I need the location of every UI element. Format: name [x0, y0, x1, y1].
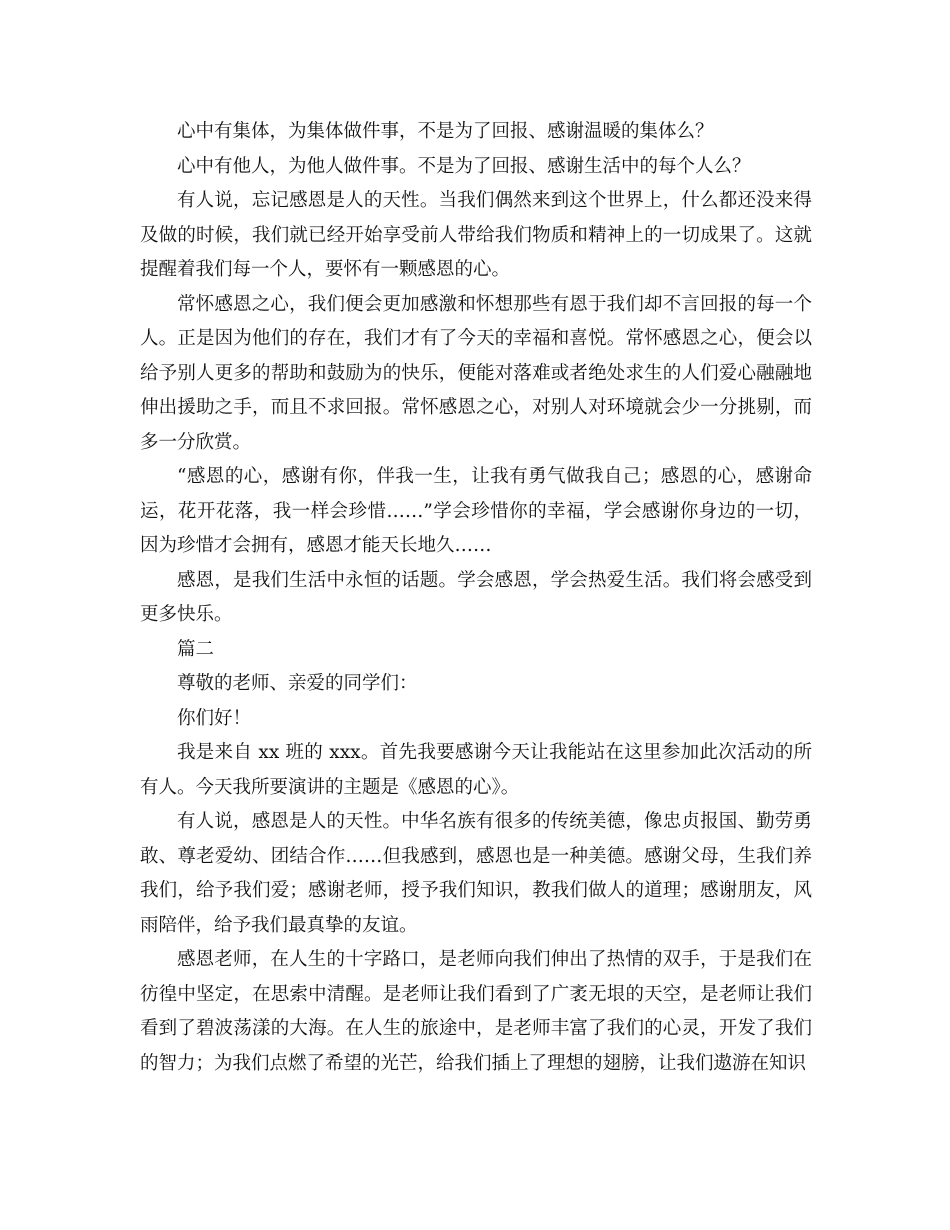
paragraph-others: 心中有他人，为他人做件事。不是为了回报、感谢生活中的每个人么？: [177, 155, 751, 177]
document-page: [140, 115, 812, 1081]
paragraph-virtue: 有人说，感恩是人的天性。中华名族有很多的传统美德，像忠贞报国、勤劳勇敢、尊老爱幼、团结合作……但我感到，感恩也是一种美德。感谢父母，生我们养我们，给予我们爱；感谢老师，授予我们知识，教我们做人的道理；感谢朋友，风雨陪伴，给予我们最真挚的友谊。: [140, 811, 812, 936]
paragraph-introduction: 我是来自 xx 班的 xxx。首先我要感谢今天让我能站在这里参加此次活动的所有人。今天我所要演讲的主题是《感恩的心》。: [140, 742, 812, 798]
paragraph-grateful-heart: 常怀感恩之心，我们便会更加感激和怀想那些有恩于我们却不言回报的每一个人。正是因为他们的存在，我们才有了今天的幸福和喜悦。常怀感恩之心，便会以给予别人更多的帮助和鼓励为的快乐，便能对落难或者绝处求生的人们爱心融融地伸出援助之手，而且不求回报。常怀感恩之心，对别人对环境就会少一分挑剔，而多一分欣赏。: [140, 293, 812, 453]
paragraph-teachers: 感恩老师，在人生的十字路口，是老师向我们伸出了热情的双手，于是我们在彷徨中坚定，在思索中清醒。是老师让我们看到了广袤无垠的天空，是老师让我们看到了碧波荡漾的大海。在人生的旅途中，是老师丰富了我们的心灵，开发了我们的智力；为我们点燃了希望的光芒，给我们插上了理想的翅膀，让我们遨游在知识: [140, 949, 812, 1074]
salutation: 尊敬的老师、亲爱的同学们：: [177, 673, 418, 694]
greeting: 你们好！: [177, 707, 252, 729]
section-heading: 篇二: [177, 638, 215, 660]
paragraph-collective: 心中有集体，为集体做件事，不是为了回报、感谢温暖的集体么？: [177, 121, 714, 142]
paragraph-nature: 有人说，忘记感恩是人的天性。当我们偶然来到这个世界上，什么都还没来得及做的时候，我们就已经开始享受前人带给我们物质和精神上的一切成果了。这就提醒着我们每一个人，要怀有一颗感恩的心。: [140, 190, 812, 280]
paragraph-eternal-topic: 感恩，是我们生活中永恒的话题。学会感恩，学会热爱生活。我们将会感受到更多快乐。: [140, 569, 812, 625]
paragraph-song-quote: “感恩的心，感谢有你，伴我一生，让我有勇气做我自己；感恩的心，感谢命运，花开花落，我一样会珍惜……”学会珍惜你的幸福，学会感谢你身边的一切，因为珍惜才会拥有，感恩才能天长地久……: [140, 466, 812, 556]
